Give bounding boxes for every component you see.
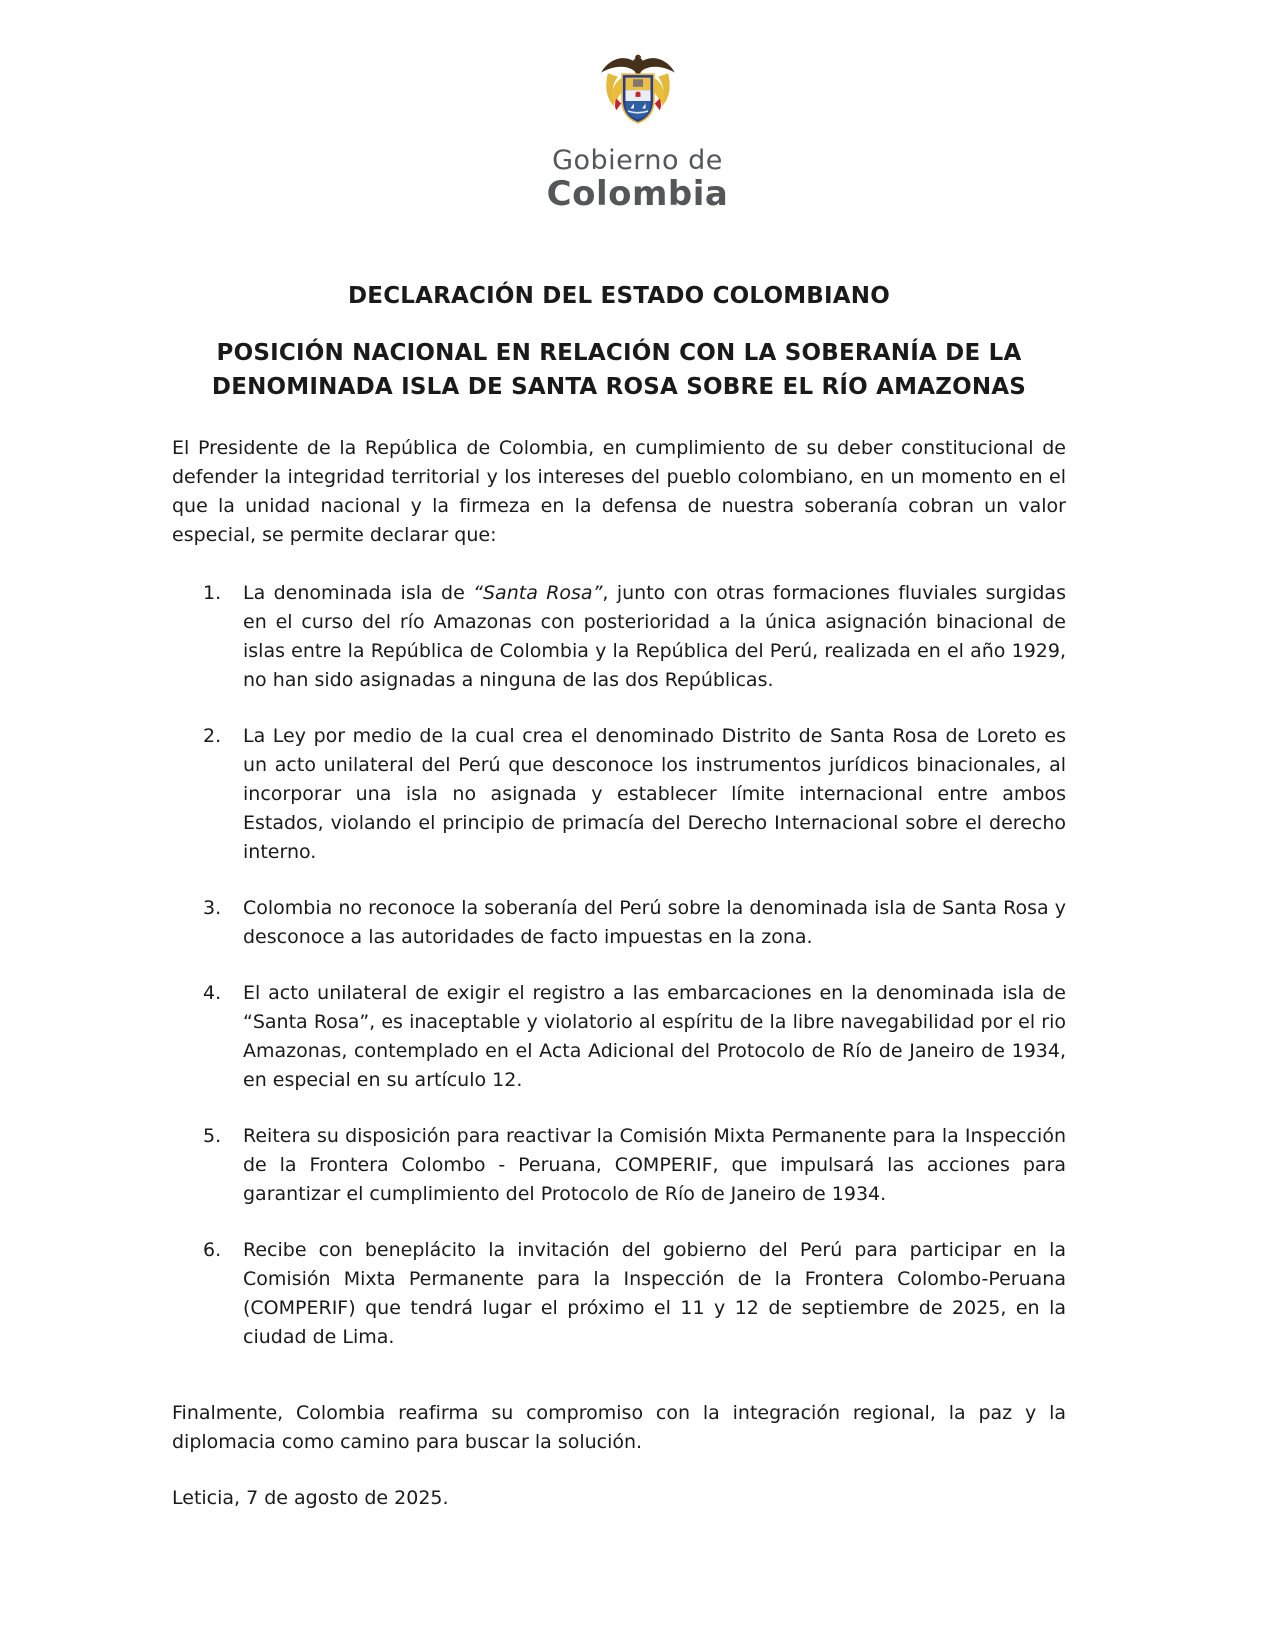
flag-yellow-stripe [594,219,638,227]
text-segment: Recibe con beneplácito la invitación del gobierno del Perú para participar en la Comisión Mixta Permanente para la Inspección de la Frontera Colombo-Peruana (COMPERIF) que tendrá lugar el próximo el 11 y 12 de septiembre de 2025, en la ciudad de Lima. [243,1239,1066,1348]
gobierno-de-colombia-logo [0,0,1275,227]
text-segment: , junto con otras formaciones fluviales surgidas en el curso del río Amazonas con posterioridad a la única asignación binacional de islas entre la República de Colombia y la República del Perú, realizada en el año 1929, no han sido asignadas a ninguna de las dos Repúblicas. [243,582,1066,691]
text-segment: Colombia no reconoce la soberanía del Perú sobre la denominada isla de Santa Rosa y desconoce a las autoridades de facto impuestas en la zona. [243,897,1066,948]
colombia-coat-of-arms-icon [596,50,680,142]
text-segment: Reitera su disposición para reactivar la Comisión Mixta Permanente para la Inspección de la Frontera Colombo - Peruana, COMPERIF, que impulsará las acciones para garantizar el cumplimiento del Protocolo de Río de Janeiro de 1934. [243,1125,1066,1205]
logo-org-line1: Gobierno de [552,145,723,176]
colombia-flag-bar [594,219,682,227]
list-item-text [243,722,1066,867]
document-content [0,283,1275,1513]
list-item-text [243,1236,1066,1352]
list-item-number: 3. [203,897,222,919]
list-item-text [243,894,1066,952]
flag-blue-stripe [638,219,660,227]
list-item-text [243,579,1066,695]
list-item [203,1122,1066,1209]
list-item [203,1236,1066,1352]
list-item [203,722,1066,867]
list-item-number: 4. [203,982,222,1004]
logo-org-line2: Colombia [546,174,729,214]
list-item [203,894,1066,952]
list-item-number: 6. [203,1239,222,1261]
text-segment: El acto unilateral de exigir el registro a las embarcaciones en la denominada isla de “Santa Rosa”, es inaceptable y violatorio al espíritu de la libre navegabilidad por el rio Amazonas, contemplado en el Acta Adicional del Protocolo de Río de Janeiro de 1934, en especial en su artículo 12. [243,982,1066,1091]
text-segment: La Ley por medio de la cual crea el denominado Distrito de Santa Rosa de Loreto es un acto unilateral del Perú que desconoce los instrumentos jurídicos binacionales, al incorporar una isla no asignada y establecer límite internacional entre ambos Estados, violando el principio de primacía del Derecho Internacional sobre el derecho interno. [243,725,1066,863]
dateline: Leticia, 7 de agosto de 2025. [172,1487,449,1509]
list-item [203,579,1066,695]
list-item-number: 5. [203,1125,222,1147]
list-item-text [243,1122,1066,1209]
declaration-list [172,579,1066,1352]
list-item-number: 1. [203,582,222,604]
document-subtitle [172,336,1066,404]
text-segment: La denominada isla de [243,582,474,604]
intro-paragraph: El Presidente de la República de Colombia, en cumplimiento de su deber constitucional de defender la integridad territorial y los intereses del pueblo colombiano, en un momento en el que la unidad nacional y la firmeza en la defensa de nuestra soberanía cobran un valor especial, se permite declarar que: [172,437,1066,546]
list-item-text [243,979,1066,1095]
quoted-island-name: “Santa Rosa” [473,582,603,604]
flag-red-stripe [660,219,682,227]
closing-paragraph: Finalmente, Colombia reafirma su compromiso con la integración regional, la paz y la diplomacia como camino para buscar la solución. [172,1402,1066,1453]
list-item-number: 2. [203,725,222,747]
document-subtitle-line1: POSICIÓN NACIONAL EN RELACIÓN CON LA SOBERANÍA DE LA [216,340,1022,366]
document-title: DECLARACIÓN DEL ESTADO COLOMBIANO [348,283,890,309]
document-subtitle-line2: DENOMINADA ISLA DE SANTA ROSA SOBRE EL RÍO AMAZONAS [211,374,1027,400]
list-item [203,979,1066,1095]
